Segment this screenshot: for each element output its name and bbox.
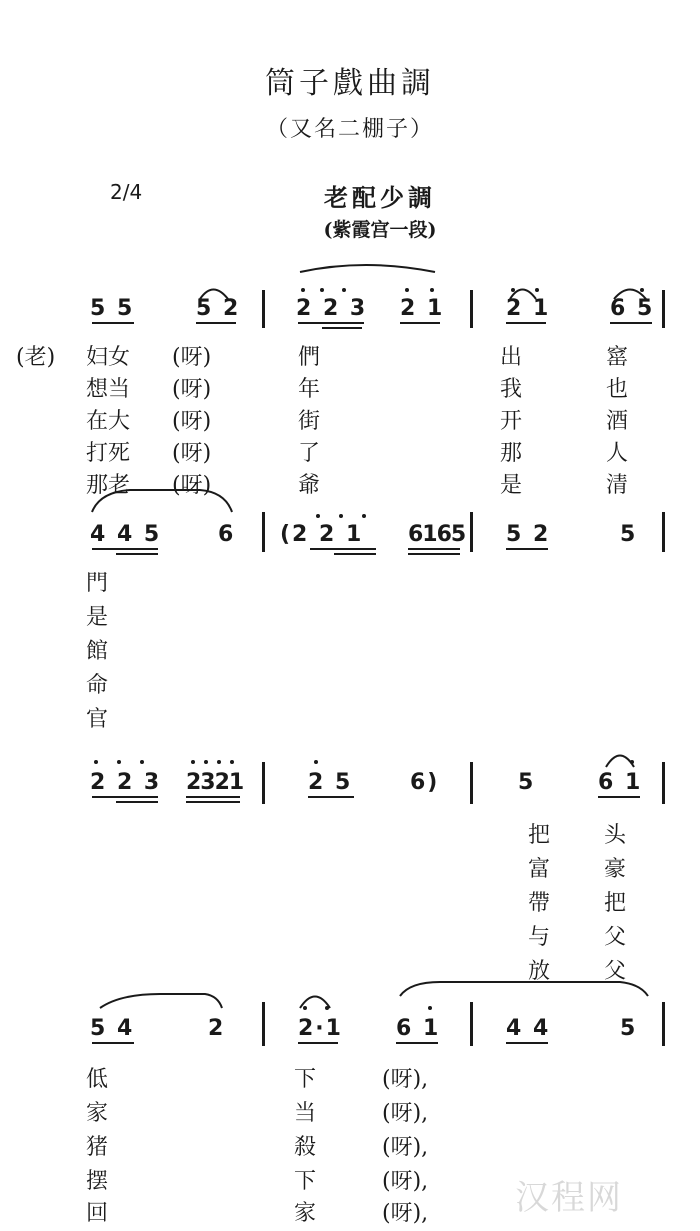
lyric-cell: 爺 — [298, 473, 321, 498]
watermark-logo: 汉程网 — [515, 1178, 623, 1218]
bar-line — [662, 512, 665, 552]
beam — [400, 322, 440, 324]
note-group: 2 — [208, 1016, 226, 1041]
beam — [298, 322, 364, 324]
lyric-cell: 把 — [604, 891, 627, 916]
lyric-cell: 放 — [528, 959, 551, 984]
beam — [598, 796, 640, 798]
beam — [308, 796, 354, 798]
lyric-cell: 官 — [86, 707, 109, 732]
note-group: 5 5 — [90, 296, 135, 321]
octave-dot — [405, 288, 409, 292]
beam — [92, 322, 134, 324]
bar-line — [262, 762, 265, 804]
section-label: (紫霞宫一段) — [323, 219, 437, 241]
beam — [186, 801, 240, 803]
bar-line — [662, 290, 665, 328]
page-title: 筒子戲曲調 — [265, 66, 435, 101]
lyric-cell: (呀), — [382, 1135, 429, 1160]
lyric-cell: 了 — [298, 441, 321, 466]
page-subtitle: （又名二棚子） — [265, 117, 434, 142]
note-group: (2 2 1 — [280, 522, 364, 547]
time-signature: 2/4 — [110, 180, 143, 204]
bar-line — [662, 1002, 665, 1046]
lyric-cell: 人 — [606, 441, 629, 466]
note-group: 4 4 5 — [90, 522, 162, 547]
lyric-cell: 那老 — [86, 473, 131, 498]
lyric-cell: 豪 — [604, 857, 627, 882]
bar-line — [262, 512, 265, 552]
lyric-cell: 門 — [86, 571, 109, 596]
beam — [196, 322, 236, 324]
lyric-cell: (呀) — [172, 473, 212, 498]
beam — [92, 548, 158, 550]
octave-dot — [320, 288, 324, 292]
lyric-cell: (呀), — [382, 1169, 429, 1194]
note-group: 5 — [518, 770, 536, 795]
bar-line — [470, 1002, 473, 1046]
lyric-cell: 父 — [604, 959, 627, 984]
lyric-cell: 与 — [528, 925, 551, 950]
note-group: 5 — [620, 522, 638, 547]
lyric-cell: (呀) — [172, 441, 212, 466]
lyric-cell: 下 — [294, 1067, 317, 1092]
lyric-cell: 下 — [294, 1169, 317, 1194]
beam — [310, 548, 376, 550]
octave-dot — [511, 288, 515, 292]
beam — [92, 1042, 134, 1044]
note-group: 6165 — [408, 522, 466, 547]
octave-dot — [362, 514, 366, 518]
beam — [408, 553, 460, 555]
beam — [506, 322, 546, 324]
lyric-cell: 把 — [528, 823, 551, 848]
beam — [408, 548, 460, 550]
lyric-cell: 低 — [86, 1067, 109, 1092]
lyric-cell: 猪 — [86, 1135, 109, 1160]
note-group: 2 2 3 — [90, 770, 162, 795]
lyric-cell: 酒 — [606, 409, 629, 434]
note-group: 4 4 — [506, 1016, 551, 1041]
lyric-cell: 出 — [500, 345, 523, 370]
octave-dot — [230, 760, 234, 764]
lyric-cell: 那 — [500, 441, 523, 466]
lyric-cell: 街 — [298, 409, 321, 434]
bar-line — [262, 1002, 265, 1046]
lyric-cell: 也 — [606, 377, 629, 402]
octave-dot — [217, 760, 221, 764]
lyric-cell: (呀), — [382, 1067, 429, 1092]
lyric-cell: 当 — [294, 1101, 317, 1126]
lyric-cell: (呀), — [382, 1101, 429, 1126]
beam — [186, 796, 240, 798]
lyric-cell: 家 — [294, 1201, 317, 1226]
role-label: (老) — [16, 345, 56, 370]
lyric-cell: 殺 — [294, 1135, 317, 1160]
lyric-cell: 帶 — [528, 891, 551, 916]
note-group: 2·1 — [298, 1016, 343, 1041]
note-group: 6 5 — [610, 296, 655, 321]
note-group: 6 1 — [396, 1016, 441, 1041]
lyric-cell: 窰 — [606, 345, 629, 370]
note-group: 5 4 — [90, 1016, 135, 1041]
beam — [322, 327, 362, 329]
lyric-cell: 开 — [500, 409, 523, 434]
note-group: 2 1 — [506, 296, 551, 321]
lyric-cell: 在大 — [86, 409, 131, 434]
octave-dot — [316, 514, 320, 518]
beam — [396, 1042, 438, 1044]
note-group: 5 — [620, 1016, 638, 1041]
beam — [506, 1042, 548, 1044]
octave-dot — [94, 760, 98, 764]
lyric-cell: 年 — [298, 377, 321, 402]
octave-dot — [140, 760, 144, 764]
octave-dot — [428, 1006, 432, 1010]
lyric-cell: 打死 — [86, 441, 131, 466]
beam — [610, 322, 652, 324]
note-group: 5 2 — [506, 522, 551, 547]
octave-dot — [640, 288, 644, 292]
note-group: 2 2 3 — [296, 296, 368, 321]
beam — [334, 553, 376, 555]
lyric-cell: 妇女 — [86, 345, 131, 370]
lyric-cell: 清 — [606, 473, 629, 498]
lyric-cell: (呀) — [172, 345, 212, 370]
octave-dot — [430, 288, 434, 292]
note-group: 6 1 — [598, 770, 643, 795]
lyric-cell: 头 — [604, 823, 627, 848]
beam — [298, 1042, 338, 1044]
note-group: 2321 — [186, 770, 244, 795]
beam — [116, 553, 158, 555]
bar-line — [662, 762, 665, 804]
octave-dot — [314, 760, 318, 764]
lyric-cell: (呀) — [172, 377, 212, 402]
octave-dot — [303, 1006, 307, 1010]
note-group: 2 1 — [400, 296, 445, 321]
lyric-cell: 我 — [500, 377, 523, 402]
octave-dot — [630, 760, 634, 764]
lyric-cell: 富 — [528, 857, 551, 882]
lyric-cell: 家 — [86, 1101, 109, 1126]
octave-dot — [117, 760, 121, 764]
octave-dot — [342, 288, 346, 292]
octave-dot — [535, 288, 539, 292]
lyric-cell: 是 — [500, 473, 523, 498]
note-group: 6 — [218, 522, 236, 547]
lyric-cell: 是 — [86, 605, 109, 630]
octave-dot — [325, 1006, 329, 1010]
bar-line — [470, 290, 473, 328]
bar-line — [470, 762, 473, 804]
note-group: 5 2 — [196, 296, 241, 321]
lyric-cell: 們 — [298, 345, 321, 370]
lyric-cell: (呀) — [172, 409, 212, 434]
octave-dot — [191, 760, 195, 764]
bar-line — [262, 290, 265, 328]
lyric-cell: (呀), — [382, 1201, 429, 1226]
lyric-cell: 想当 — [86, 377, 131, 402]
beam — [116, 801, 158, 803]
octave-dot — [301, 288, 305, 292]
note-group: 2 5 — [308, 770, 353, 795]
lyric-cell: 父 — [604, 925, 627, 950]
lyric-cell: 回 — [86, 1201, 109, 1226]
lyric-cell: 摆 — [86, 1169, 109, 1194]
beam — [506, 548, 548, 550]
note-group: 6) — [410, 770, 440, 795]
octave-dot — [204, 760, 208, 764]
octave-dot — [339, 514, 343, 518]
bar-line — [470, 512, 473, 552]
beam — [92, 796, 158, 798]
lyric-cell: 命 — [86, 673, 109, 698]
tune-name: 老配少調 — [324, 183, 436, 212]
lyric-cell: 館 — [86, 639, 109, 664]
